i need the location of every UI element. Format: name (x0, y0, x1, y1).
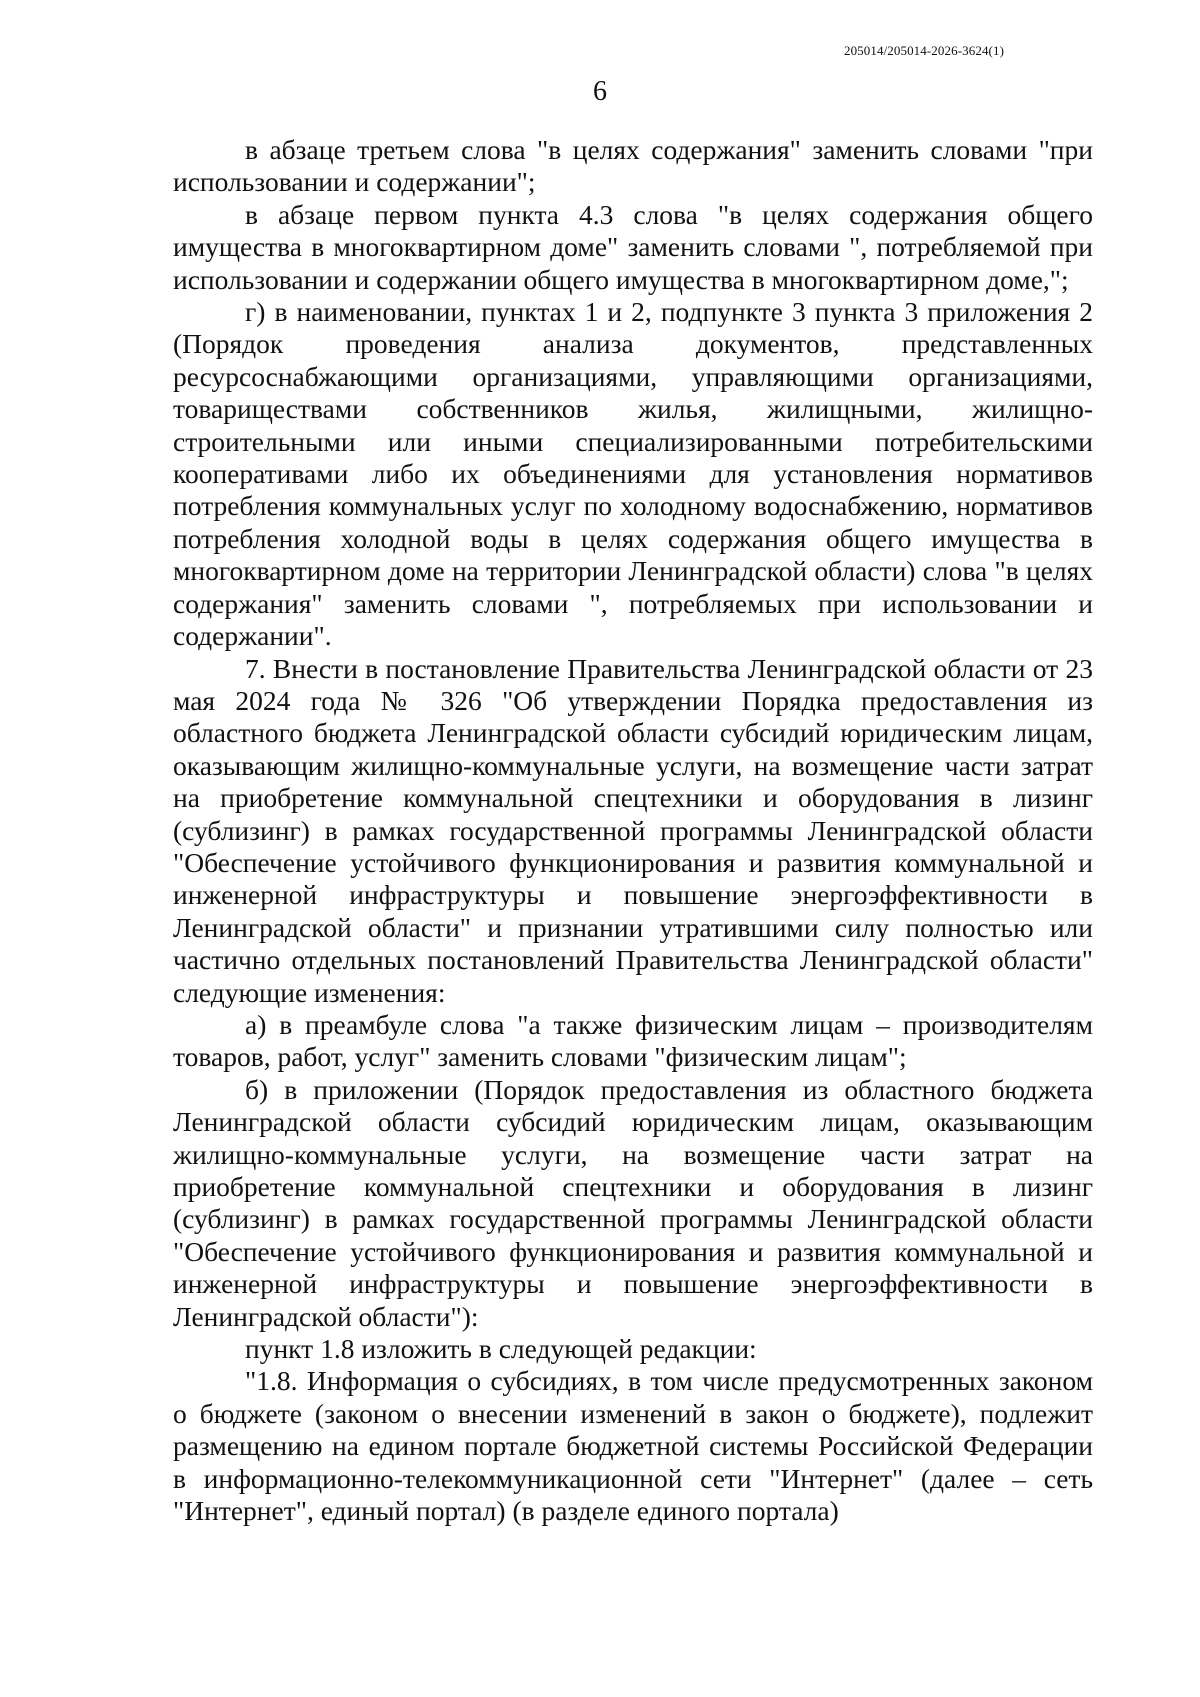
paragraph: пункт 1.8 изложить в следующей редакции: (245, 1333, 757, 1365)
paragraph: г) в наименовании, пунктах 1 и 2, подпункте 3 пункта 3 приложения 2 (Порядок проведения анализа документов, представленных ресурсоснабжающими организациями, управляющими организациями, товариществами собственников жилья, жилищными, жилищно-строительными или иными специализированными потребительскими кооперативами либо их объединениями для установления нормативов потребления коммунальных услуг по холодному водоснабжению, нормативов потребления холодной воды в целях содержания общего имущества в многоквартирном доме на территории Ленинградской области) слова "в целях содержания" заменить словами ", потребляемых при использовании и содержании". (173, 296, 1093, 652)
page-number: 6 (593, 76, 607, 107)
paragraph: 7. Внести в постановление Правительства Ленинградской области от 23 мая 2024 года № 326 "Об утверждении Порядка предоставления из областного бюджета Ленинградской области субсидий юридическим лицам, оказывающим жилищно-коммунальные услуги, на возмещение части затрат на приобретение коммунальной спецтехники и оборудования в лизинг (сублизинг) в рамках государственной программы Ленинградской области "Обеспечение устойчивого функционирования и развития коммунальной и инженерной инфраструктуры и повышение энергоэффективности в Ленинградской области" и признании утратившими силу полностью или частично отдельных постановлений Правительства Ленинградской области" следующие изменения: (173, 652, 1093, 1008)
paragraph: б) в приложении (Порядок предоставления из областного бюджета Ленинградской области субсидий юридическим лицам, оказывающим жилищно-коммунальные услуги, на возмещение части затрат на приобретение коммунальной спецтехники и оборудования в лизинг (сублизинг) в рамках государственной программы Ленинградской области "Обеспечение устойчивого функционирования и развития коммунальной и инженерной инфраструктуры и повышение энергоэффективности в Ленинградской области"): (173, 1073, 1093, 1332)
paragraph: в абзаце первом пункта 4.3 слова "в целях содержания общего имущества в многоквартирном доме" заменить словами ", потребляемой при использовании и содержании общего имущества в многоквартирном доме,"; (173, 198, 1093, 295)
document-id: 205014/205014-2026-3624(1) (843, 43, 1004, 58)
paragraph: а) в преамбуле слова "а также физическим лицам – производителям товаров, работ, услуг" заменить словами "физическим лицам"; (173, 1008, 1093, 1073)
paragraph: в абзаце третьем слова "в целях содержания" заменить словами "при использовании и содержании"; (173, 134, 1093, 198)
document-body (173, 134, 1093, 1527)
paragraph: "1.8. Информация о субсидиях, в том числе предусмотренных законом о бюджете (законом о внесении изменений в закон о бюджете), подлежит размещению на едином портале бюджетной системы Российской Федерации в информационно-телекоммуникационной сети "Интернет" (далее – сеть "Интернет", единый портал) (в разделе единого портала) (173, 1365, 1093, 1527)
